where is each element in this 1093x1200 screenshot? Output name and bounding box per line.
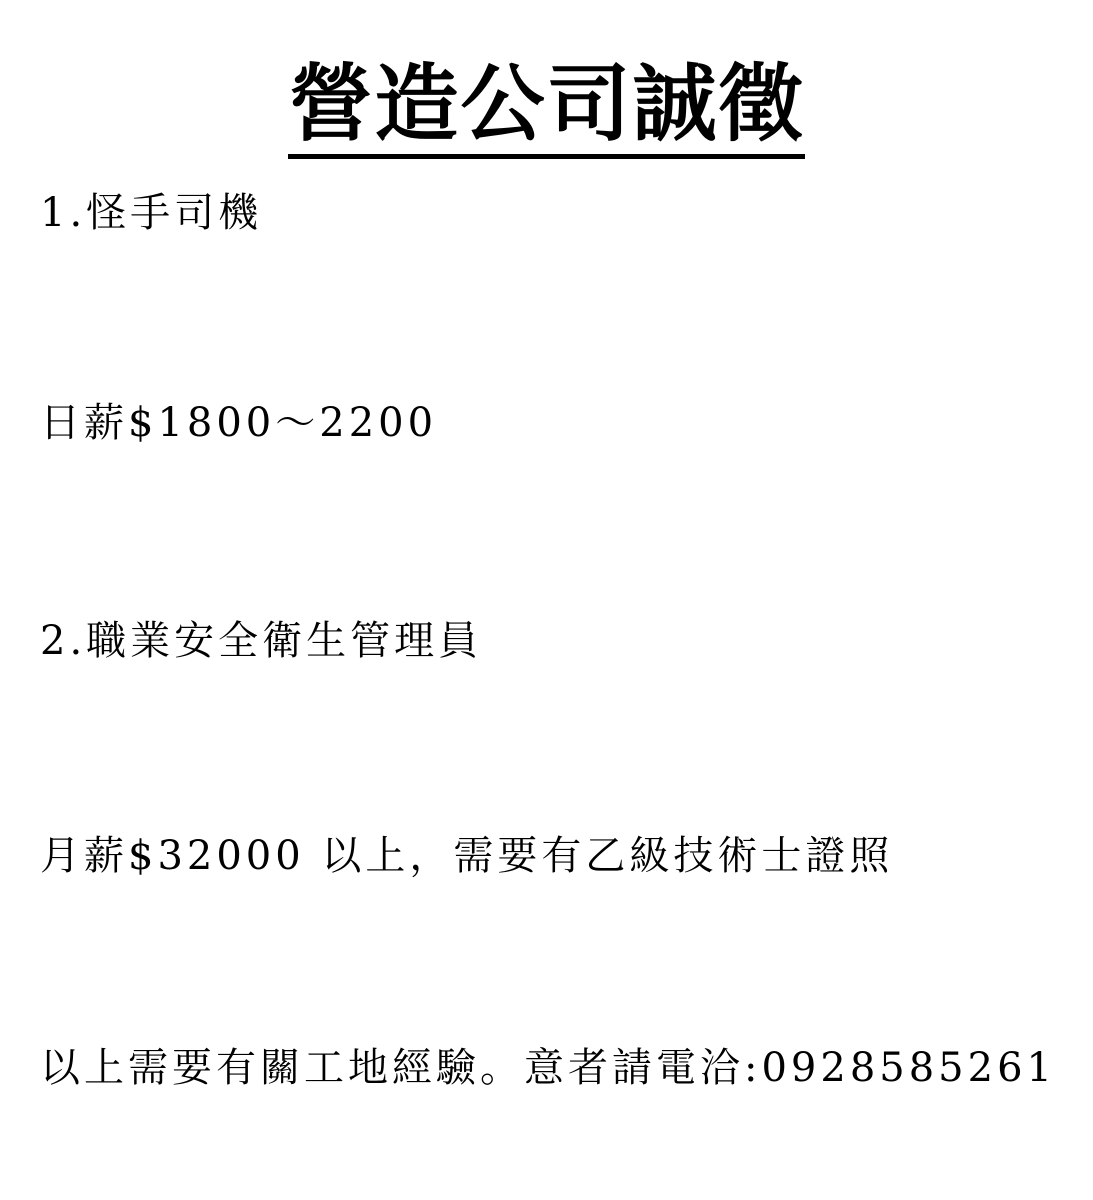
job-title-excavator-driver: 1.怪手司機 (40, 190, 263, 236)
contact-note: 以上需要有關工地經驗。意者請電洽:0928585261 (40, 1045, 1056, 1091)
salary-excavator-driver: 日薪$1800～2200 (40, 400, 438, 446)
page-title-text: 營造公司誠徵 (288, 56, 804, 159)
salary-safety-manager: 月薪$32000 以上，需要有乙級技術士證照 (40, 833, 894, 879)
job-title-safety-manager: 2.職業安全衛生管理員 (40, 618, 483, 664)
page-title (0, 56, 1093, 159)
